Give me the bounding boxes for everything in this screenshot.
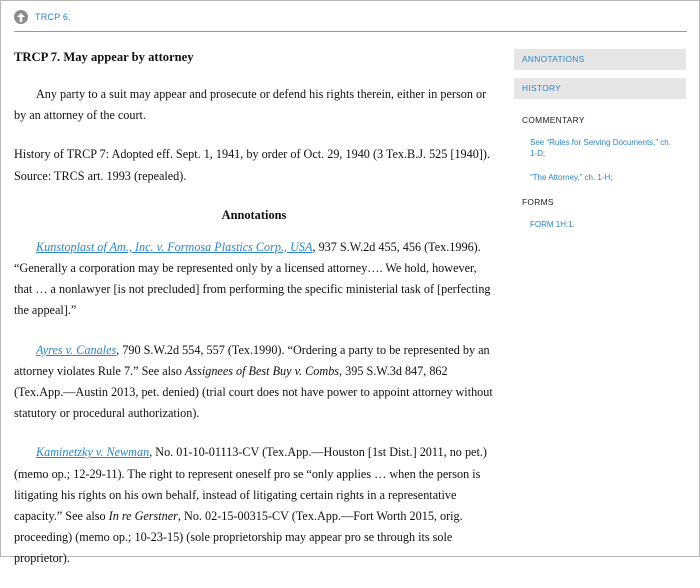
commentary-link-serving[interactable]: See “Rules for Serving Documents,” ch. 1-D; [530,138,671,158]
case-citation: Assignees of Best Buy v. Combs [184,363,340,378]
rule-text: Any party to a suit may appear and prosecute or defend his rights therein, either in person or by an attorney of the court. [14,87,487,123]
annotation-item [14,340,494,425]
prev-rule-nav[interactable] [14,8,71,26]
commentary-link-attorney[interactable]: “The Attorney,” ch. 1-H; [530,173,613,182]
sidebar [514,49,686,230]
commentary-heading: COMMENTARY [522,115,585,125]
form-link[interactable]: FORM 1H:1. [530,220,575,229]
annotation-item [14,442,494,569]
annotation-text: , 790 S.W.2d 554, 557 (Tex.1990). “Ordering a party to be represented by an attorney violates Rule 7.” See also [14,342,490,378]
annotation-text: , 395 S.W.3d 847, 862 (Tex.App.—Austin 2013, pet. denied) (trial court does not have power to appoint attorney without statutory or procedural authorization). [14,363,493,421]
case-citation: In re Gerstner [108,509,178,524]
case-link[interactable]: Ayres v. Canales [36,342,117,357]
case-link[interactable]: Kunstoplast of Am., Inc. v. Formosa Plastics Corp., USA [36,239,313,254]
annotations-heading: Annotations [221,207,287,222]
up-arrow-icon[interactable] [14,10,28,24]
prev-rule-link[interactable]: TRCP 6. [35,12,71,22]
page-title: TRCP 7. May appear by attorney [14,50,194,64]
forms-heading: FORMS [522,197,554,207]
history-button[interactable]: HISTORY [514,78,686,99]
case-link[interactable]: Kaminetzky v. Newman [36,445,150,460]
main-content [14,49,494,588]
divider [14,31,687,32]
annotation-item [14,237,494,322]
annotation-text: , No. 02-15-00315-CV (Tex.App.—Fort Worth 2015, orig. proceeding) (memo op.; 10-23-15) (sole proprietorship may appear pro se through its sole proprietor). [14,509,463,566]
annotation-text: , No. 01-10-01113-CV (Tex.App.—Houston [1st Dist.] 2011, no pet.) (memo op.; 12-29-11). The right to represent oneself pro se “only applies … when the person is litigating his rights on his own behalf, instead of litigating certain rights in a representative capacity.” See also [14,445,487,524]
annotations-button[interactable]: ANNOTATIONS [514,49,686,70]
annotation-text: , 937 S.W.2d 455, 456 (Tex.1996). “Generally a corporation may be represented only by a licensed attorney…. We hold, however, that … a nonlawyer [is not precluded] from performing the specific ministerial task of [perfecting the appeal].” [14,239,491,318]
history-text: History of TRCP 7: Adopted eff. Sept. 1, 1941, by order of Oct. 29, 1940 (3 Tex.B.J. 525 [1940]). Source: TRCS art. 1993 (repealed). [14,147,491,183]
